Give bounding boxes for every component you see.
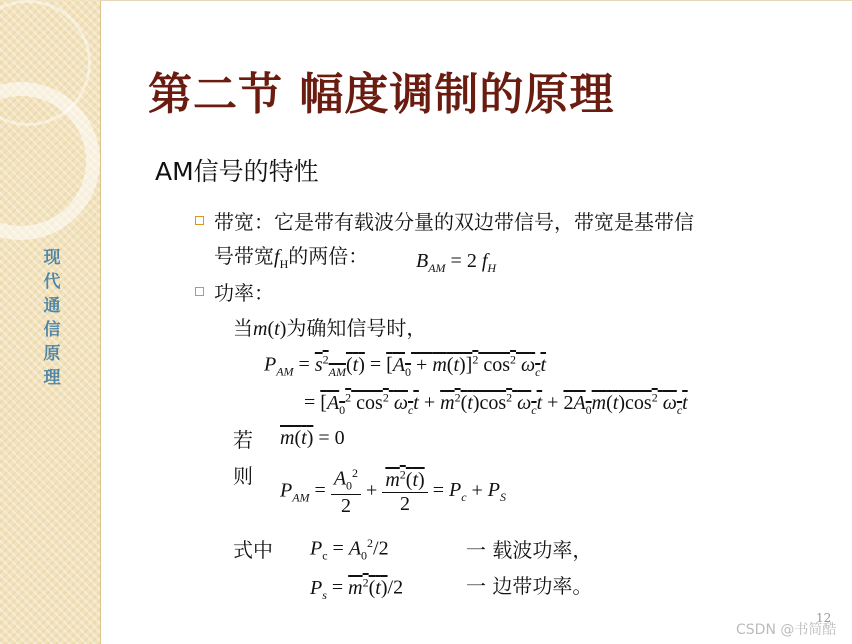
decorative-ring: [0, 82, 100, 240]
bandwidth-text-line1: 带宽：它是带有载波分量的双边带信号，带宽是基带信: [214, 210, 694, 234]
when-suffix: 为确知信号时，: [286, 316, 427, 340]
sidebar-char: 原: [43, 344, 61, 364]
carrier-power-formula: $P_c = A_0^2/2$: [310, 536, 389, 563]
formula-rhs-sub: H: [487, 261, 497, 275]
bandwidth-line2-suffix: 的两倍：: [288, 244, 369, 268]
power-formula-line1: $P_{AM} = s^2_{AM}(t) = [A_0 + m(t)]^2$ $\cos^2 \omega_ct$: [264, 352, 547, 379]
formula-rhs: = 2: [450, 250, 477, 272]
carrier-desc: 一 载波功率，: [466, 538, 593, 562]
when-prefix: 当: [233, 316, 253, 340]
sidebar-char: 理: [43, 368, 61, 388]
sideband-power-formula: $P_s = m^2(t)/2$: [310, 575, 404, 602]
if-label: 若: [233, 428, 253, 452]
formula-lhs: B: [416, 250, 429, 272]
when-text: [233, 312, 426, 341]
sidebar-char: 信: [43, 320, 61, 340]
mt-symbol: m(t): [253, 318, 287, 340]
bandwidth-line2-prefix: 号带宽: [214, 244, 274, 268]
top-border: [100, 0, 852, 1]
bullet-icon: [195, 216, 204, 225]
sidebar-char: 现: [43, 248, 61, 268]
formula-rhs-var: f: [481, 250, 488, 272]
then-label: 则: [233, 464, 253, 488]
sidebar-char: 通: [43, 296, 61, 316]
bandwidth-text-line2: [214, 240, 368, 272]
power-label: 功率：: [214, 281, 274, 305]
sidebar-char: 代: [43, 272, 61, 292]
where-label: 式中: [233, 538, 273, 562]
sideband-desc: 一 边带功率。: [466, 574, 593, 598]
bullet-icon: [195, 287, 204, 296]
power-result-formula: $P_{AM}$ = $\frac{A_0^2}{2}$ + $\frac{m^2(t)}{2}$ = $P_c + P_S$: [280, 466, 507, 517]
bandwidth-formula: [416, 250, 496, 276]
sidebar-decoration: [0, 0, 101, 644]
fh-symbol: $f_H$: [274, 246, 289, 271]
mean-zero-formula: m(t) = 0: [280, 427, 345, 449]
formula-lhs-sub: AM: [428, 261, 446, 275]
power-formula-line2: = [$A_0^2$ $\cos^2 \omega_ct + m^2(t)\cos^2$ $\omega_ct + 2A_0m(t)\cos^2$ $\omega_ct$: [304, 390, 688, 417]
slide-title: 第二节 幅度调制的原理: [148, 69, 615, 120]
page-number: 12: [816, 611, 832, 625]
watermark: CSDN @书简酷: [736, 622, 837, 638]
sidebar-vertical-title: [40, 246, 64, 390]
slide-subtitle: AM信号的特性: [155, 157, 319, 186]
